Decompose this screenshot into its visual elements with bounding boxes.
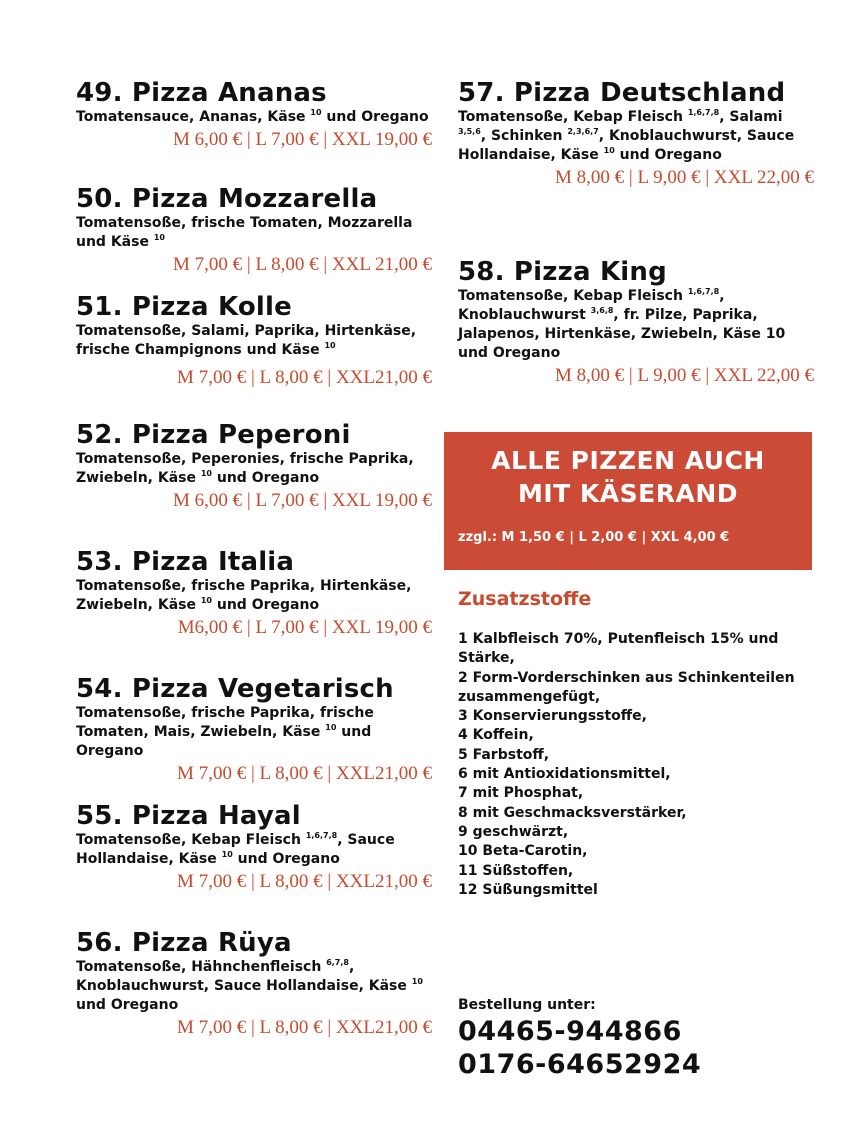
additives-list — [458, 630, 818, 900]
desc-text: Tomatensoße, Hähnchenfleisch — [76, 959, 322, 975]
menu-item-pizza-57 — [458, 78, 814, 190]
additive-ref: 10 — [324, 341, 336, 350]
item-title: 52. Pizza Peperoni — [76, 420, 351, 450]
desc-text: und Oregano — [212, 470, 320, 486]
phone-number-mobile[interactable]: 0176-64652924 — [458, 1049, 702, 1080]
additive-item: 5 Farbstoff, — [458, 746, 550, 763]
item-description — [76, 958, 432, 1015]
desc-text: , Knoblauchwurst, Sauce Hollandaise, Käse — [458, 128, 795, 163]
item-title: 58. Pizza King — [458, 257, 667, 287]
cheese-crust-promo-banner — [444, 432, 812, 570]
item-price: M 6,00 € | L 7,00 € | XXL 19,00 € — [173, 490, 432, 511]
menu-item-pizza-49 — [76, 78, 432, 152]
item-title: 55. Pizza Hayal — [76, 801, 301, 831]
desc-text: Zwiebeln, Käse — [76, 470, 196, 486]
additive-ref: 10 — [153, 233, 165, 242]
additive-ref: 2,3,6,7 — [567, 127, 599, 136]
item-price: M 7,00 € | L 8,00 € | XXL21,00 € — [177, 1017, 432, 1038]
additive-ref: 10 — [200, 596, 212, 605]
menu-item-pizza-56 — [76, 928, 432, 1040]
promo-title-line: ALLE PIZZEN AUCH — [491, 446, 765, 475]
item-price: M 7,00 € | L 8,00 € | XXL21,00 € — [177, 367, 432, 388]
additive-ref: 1,6,7,8 — [305, 831, 338, 840]
desc-text: Tomatensoße, Kebap Fleisch — [76, 832, 301, 848]
promo-surcharge: zzgl.: M 1,50 € | L 2,00 € | XXL 4,00 € — [458, 530, 730, 545]
item-price: M 6,00 € | L 7,00 € | XXL 19,00 € — [173, 129, 432, 150]
desc-text: , Salami — [719, 109, 783, 125]
item-description — [76, 108, 432, 127]
additive-ref: 10 — [310, 108, 322, 117]
additive-item: 2 Form-Vorderschinken aus Schinkenteilen zusammengefügt, — [458, 669, 795, 705]
desc-text: und Oregano — [321, 109, 429, 125]
additive-item: 11 Süßstoffen, — [458, 862, 574, 879]
additive-ref: 10 — [325, 723, 337, 732]
menu-item-pizza-58 — [458, 257, 814, 388]
promo-title — [444, 444, 812, 510]
item-description — [76, 450, 432, 488]
item-description — [458, 287, 814, 363]
item-title: 54. Pizza Vegetarisch — [76, 674, 394, 704]
desc-text: , Knoblauchwurst, Sauce Hollandaise, Käse — [76, 959, 407, 994]
item-description — [76, 214, 432, 252]
menu-item-pizza-51 — [76, 292, 432, 390]
additive-ref: 3,6,8 — [590, 306, 614, 315]
additive-ref: 10 — [411, 977, 423, 986]
item-price: M 8,00 € | L 9,00 € | XXL 22,00 € — [555, 167, 814, 188]
desc-text: und Oregano — [212, 597, 320, 613]
desc-text: Tomatensoße, Peperonies, frische Paprika, — [76, 451, 414, 467]
desc-text: und Oregano — [76, 997, 179, 1013]
additive-item: 8 mit Geschmacksverstärker, — [458, 804, 687, 821]
item-price: M 7,00 € | L 8,00 € | XXL21,00 € — [177, 763, 432, 784]
additives-title: Zusatzstoffe — [458, 588, 592, 610]
menu-item-pizza-52 — [76, 420, 432, 513]
desc-text: und Oregano — [232, 851, 340, 867]
order-contact — [458, 995, 818, 1081]
desc-text: Tomatensoße, Kebap Fleisch — [458, 288, 683, 304]
additive-ref: 1,6,7,8 — [687, 108, 720, 117]
item-title: 50. Pizza Mozzarella — [76, 184, 378, 214]
additive-ref: 10 — [200, 469, 212, 478]
additive-ref: 1,6,7,8 — [687, 287, 720, 296]
additive-item: 10 Beta-Carotin, — [458, 843, 588, 860]
additive-item: 1 Kalbfleisch 70%, Putenfleisch 15% und Stärke, — [458, 631, 779, 667]
additive-ref: 10 — [221, 850, 233, 859]
additive-item: 7 mit Phosphat, — [458, 785, 584, 802]
desc-text: Tomatensoße, frische Paprika, Hirtenkäse, — [76, 578, 412, 594]
item-title: 57. Pizza Deutschland — [458, 78, 786, 108]
desc-text: , Schinken — [480, 128, 563, 144]
order-label: Bestellung unter: — [458, 997, 596, 1013]
desc-text: , fr. Pilze, Paprika, Jalapenos, Hirtenkäse, Zwiebeln, Käse 10 und Oregano — [458, 307, 786, 361]
desc-text: Tomatensauce, Ananas, Käse — [76, 109, 306, 125]
item-description — [458, 108, 814, 165]
desc-text: und Oregano — [76, 724, 372, 759]
menu-item-pizza-54 — [76, 674, 432, 786]
menu-item-pizza-50 — [76, 184, 432, 277]
item-price: M6,00 € | L 7,00 € | XXL 19,00 € — [177, 617, 432, 638]
item-title: 49. Pizza Ananas — [76, 78, 327, 108]
desc-text: Tomatensoße, Salami, Paprika, Hirtenkäse, frische Champignons und Käse — [76, 323, 417, 358]
additive-ref: 3,5,6 — [458, 127, 481, 136]
item-description — [76, 577, 432, 615]
item-description — [76, 322, 432, 360]
additive-ref: 6,7,8 — [326, 958, 349, 967]
additive-ref: 10 — [603, 146, 615, 155]
menu-item-pizza-53 — [76, 547, 432, 640]
additive-item: 9 geschwärzt, — [458, 823, 569, 840]
additive-item: 3 Konservierungsstoffe, — [458, 708, 647, 725]
item-price: M 8,00 € | L 9,00 € | XXL 22,00 € — [555, 365, 814, 386]
phone-number-landline[interactable]: 04465-944866 — [458, 1016, 682, 1047]
item-description — [76, 831, 432, 869]
item-description — [76, 704, 432, 761]
additive-item: 12 Süßungsmittel — [458, 881, 598, 898]
additives-section — [458, 586, 818, 900]
additive-item: 4 Koffein, — [458, 727, 534, 744]
desc-text: Zwiebeln, Käse — [76, 597, 196, 613]
additive-item: 6 mit Antioxidationsmittel, — [458, 766, 671, 783]
desc-text: Tomatensoße, Kebap Fleisch — [458, 109, 683, 125]
item-price: M 7,00 € | L 8,00 € | XXL 21,00 € — [173, 254, 432, 275]
desc-text: und Oregano — [614, 147, 722, 163]
promo-title-line: MIT KÄSERAND — [517, 479, 738, 508]
desc-text: Tomatensoße, frische Tomaten, Mozzarella und Käse — [76, 215, 413, 250]
desc-text: , Sauce Hollandaise, Käse — [76, 832, 395, 867]
desc-text: Tomatensoße, frische Paprika, frische Tomaten, Mais, Zwiebeln, Käse — [76, 705, 374, 740]
item-title: 51. Pizza Kolle — [76, 292, 292, 322]
item-title: 56. Pizza Rüya — [76, 928, 292, 958]
desc-text: , Knoblauchwurst — [458, 288, 725, 323]
menu-item-pizza-55 — [76, 801, 432, 894]
item-title: 53. Pizza Italia — [76, 547, 295, 577]
item-price: M 7,00 € | L 8,00 € | XXL21,00 € — [177, 871, 432, 892]
